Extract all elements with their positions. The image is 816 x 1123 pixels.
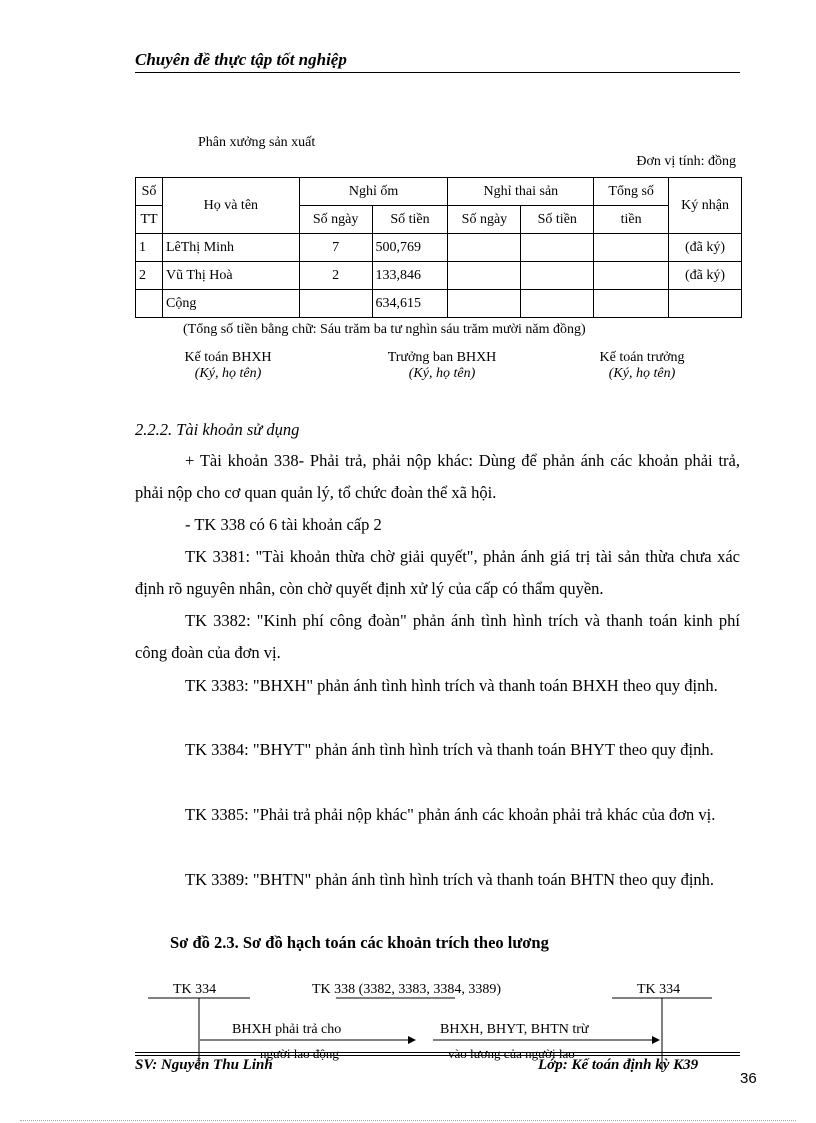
- col-header-no: Số: [136, 178, 163, 206]
- cell-name: Vũ Thị Hoà: [162, 262, 299, 290]
- signature-role: Kế toán trưởng: [599, 350, 685, 365]
- col-header-sick-money: Số tiền: [372, 206, 448, 234]
- col-header-mat-money: Số tiền: [521, 206, 594, 234]
- cell-sick-days: 7: [299, 234, 372, 262]
- col-header-total-tien: tiền: [594, 206, 669, 234]
- paragraph: TK 3385: "Phải trả phải nộp khác" phản ánh các khoản phải trả khác của đơn vị.: [185, 805, 716, 824]
- col-header-sick: Nghỉ ốm: [299, 178, 448, 206]
- page-number: 36: [740, 1070, 757, 1087]
- account-label-left: TK 334: [173, 982, 217, 997]
- col-header-no-tt: TT: [136, 206, 163, 234]
- section-heading: 2.2.2. Tài khoản sử dụng: [135, 420, 300, 439]
- cell-sick-days: 2: [299, 262, 372, 290]
- paragraph: TK 3382: "Kinh phí công đoàn" phản ánh tình hình trích và thanh toán kinh phí công đoàn của đơn vị.: [135, 611, 740, 662]
- page-edge: [20, 1120, 796, 1121]
- footer-class: Lớp: Kế toán định kỳ K39: [538, 1057, 699, 1073]
- paragraph: + Tài khoản 338- Phải trả, phải nộp khác: Dùng để phản ánh các khoản phải trả, phải nộp cho cơ quan quản lý, tổ chức đoàn thể xã hội.: [135, 451, 740, 502]
- col-header-mat-days: Số ngày: [448, 206, 521, 234]
- col-header-total: Tổng số: [594, 178, 669, 206]
- cell-sick-money: 133,846: [372, 262, 448, 290]
- cell-no: 2: [136, 262, 163, 290]
- header-title: Chuyên đề thực tập tốt nghiệp: [135, 50, 347, 69]
- signature-role: Kế toán BHXH: [184, 350, 272, 365]
- signature-hint: (Ký, họ tên): [194, 366, 262, 381]
- signature-hint: (Ký, họ tên): [608, 366, 676, 381]
- amount-in-words: (Tổng số tiền bằng chữ: Sáu trăm ba tư nghìn sáu trăm mười năm đồng): [183, 322, 586, 337]
- col-header-maternity: Nghỉ thai sản: [448, 178, 594, 206]
- paragraph: TK 3383: "BHXH" phản ánh tình hình trích và thanh toán BHXH theo quy định.: [185, 676, 718, 695]
- cell-no: 1: [136, 234, 163, 262]
- cell-name: LêThị Minh: [162, 234, 299, 262]
- cell-sign: (đã ký): [669, 234, 742, 262]
- diagram-title: Sơ đồ 2.3. Sơ đồ hạch toán các khoản trích theo lương: [170, 933, 549, 952]
- signature-role: Trưởng ban BHXH: [387, 350, 497, 365]
- paragraph: TK 3384: "BHYT" phản ánh tình hình trích và thanh toán BHYT theo quy định.: [185, 740, 714, 759]
- cell-sick-money: 500,769: [372, 234, 448, 262]
- col-header-name: Họ và tên: [162, 178, 299, 234]
- arrow1-label-line2: người lao động: [260, 1046, 339, 1061]
- unit-label: Đơn vị tính: đồng: [636, 154, 736, 169]
- signature-hint: (Ký, họ tên): [408, 366, 476, 381]
- account-label-mid: TK 338 (3382, 3383, 3384, 3389): [312, 982, 501, 997]
- col-header-signed: Ký nhận: [669, 178, 742, 234]
- footer-student: SV: Nguyễn Thu Linh: [135, 1057, 273, 1073]
- paragraph: TK 3389: "BHTN" phản ánh tình hình trích và thanh toán BHTN theo quy định.: [185, 870, 715, 889]
- account-label-right: TK 334: [637, 982, 681, 997]
- paragraph: - TK 338 có 6 tài khoản cấp 2: [185, 515, 382, 534]
- paragraph: TK 3381: "Tài khoản thừa chờ giải quyết", phản ánh giá trị tài sản thừa chưa xác định rõ nguyên nhân, còn chờ quyết định xử lý của cấp có thẩm quyền.: [135, 547, 740, 598]
- cell-total-label: Cộng: [162, 290, 299, 318]
- footer-rule-double: [135, 1055, 740, 1056]
- arrow2-label-line1: BHXH, BHYT, BHTN trừ: [440, 1022, 589, 1037]
- workshop-label: Phân xưởng sản xuất: [198, 135, 316, 150]
- col-header-sick-days: Số ngày: [299, 206, 372, 234]
- arrow2-label-line2: vào lương của người lao: [448, 1046, 575, 1061]
- cell-total-sick-money: 634,615: [372, 290, 448, 318]
- cell-sign: (đã ký): [669, 262, 742, 290]
- footer-rule: [135, 1052, 740, 1053]
- arrow1-label-line1: BHXH phải trả cho: [232, 1022, 342, 1037]
